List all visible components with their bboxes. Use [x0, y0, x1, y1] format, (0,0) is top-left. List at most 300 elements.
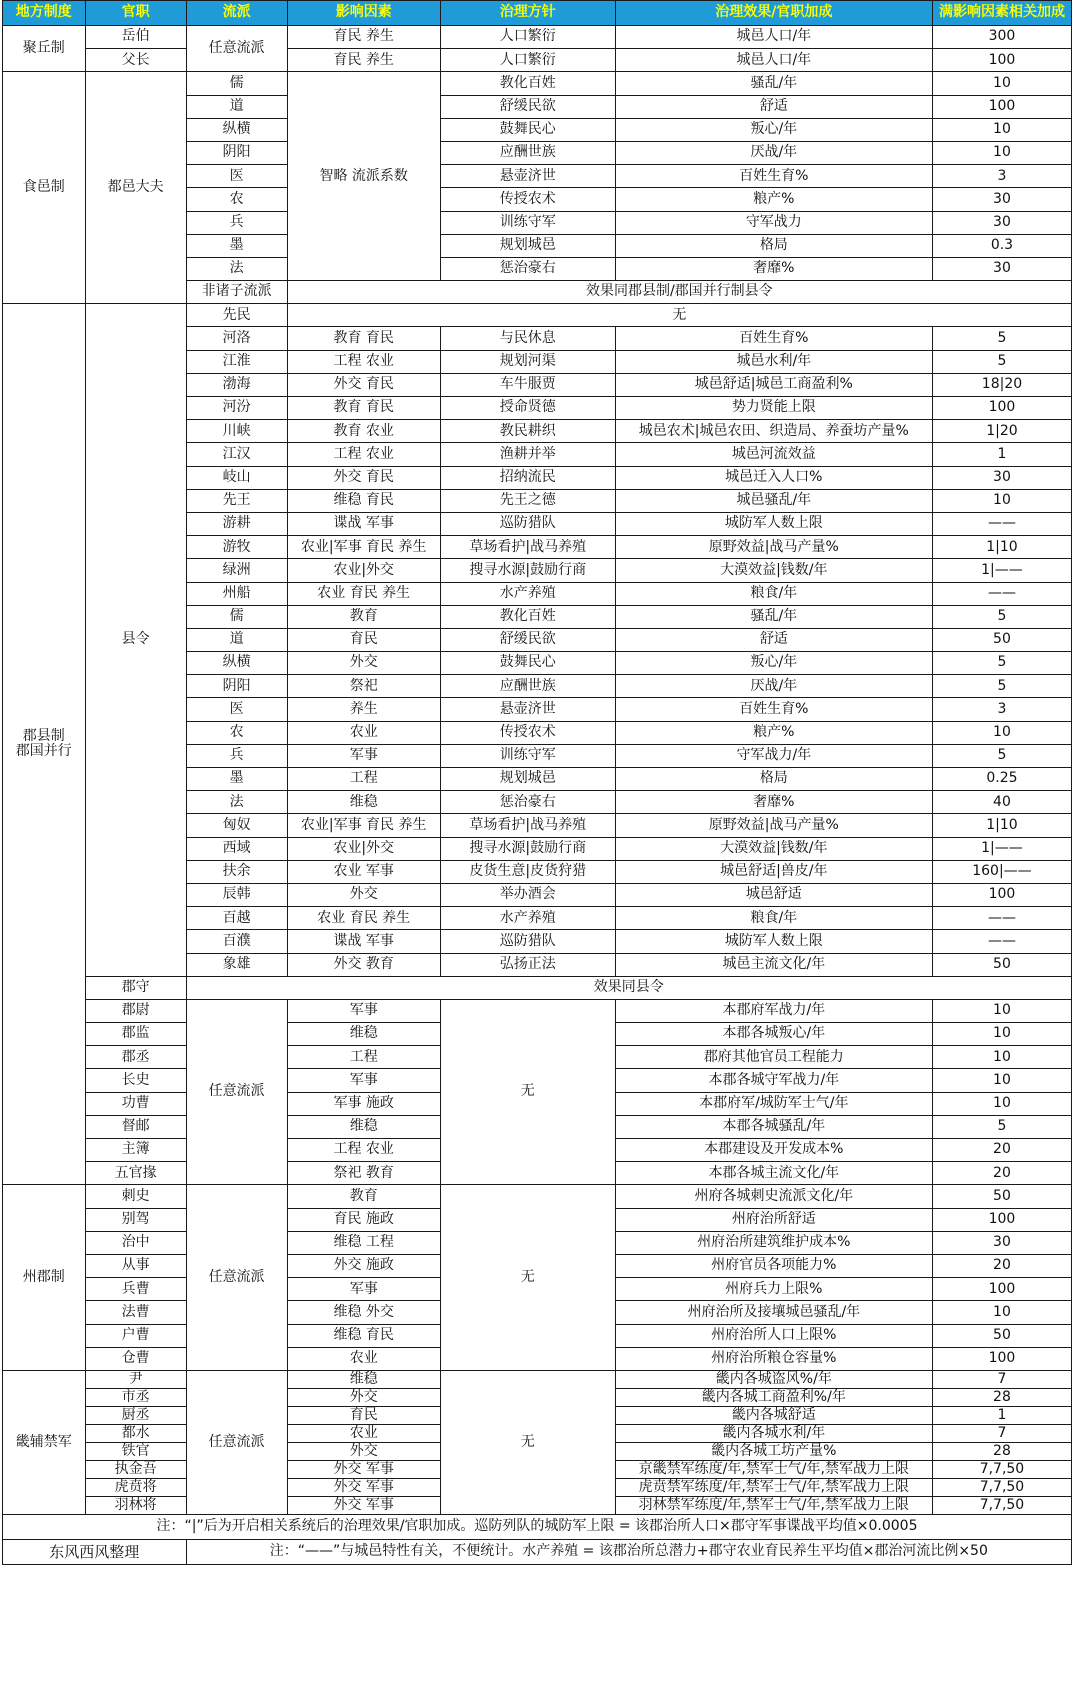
table-cell: 训练守军	[440, 211, 615, 234]
table-cell: 任意流派	[186, 1370, 287, 1514]
table-cell: 外交 育民	[287, 466, 440, 489]
table-cell: 仓曹	[85, 1347, 186, 1370]
table-cell: 道	[186, 628, 287, 651]
table-cell: 医	[186, 165, 287, 188]
table-cell: 州府治所舒适	[615, 1208, 932, 1231]
table-cell: 聚丘制	[3, 26, 86, 72]
table-header	[3, 1, 1072, 26]
table-cell: 本郡建设及开发成本%	[615, 1139, 932, 1162]
table-cell: 18|20	[932, 373, 1071, 396]
table-cell: 5	[932, 605, 1071, 628]
table-cell: 都邑大夫	[85, 72, 186, 304]
table-cell: 舒适	[615, 628, 932, 651]
table-cell: 工程	[287, 768, 440, 791]
table-cell: 羽林将	[85, 1496, 186, 1514]
table-cell: 州船	[186, 582, 287, 605]
table-cell: 军事	[287, 999, 440, 1022]
table-cell: 悬壶济世	[440, 165, 615, 188]
table-cell: 城邑舒适|兽皮/年	[615, 860, 932, 883]
table-cell: 1	[932, 443, 1071, 466]
table-cell: 10	[932, 1092, 1071, 1115]
table-cell: 农业 军事	[287, 860, 440, 883]
table-cell: 军事 施政	[287, 1092, 440, 1115]
table-row	[3, 1514, 1072, 1539]
table-cell: 育民 养生	[287, 26, 440, 49]
table-cell: 县令	[85, 304, 186, 976]
table-cell: 10	[932, 489, 1071, 512]
table-cell: 儒	[186, 605, 287, 628]
table-cell: 10	[932, 721, 1071, 744]
table-cell: 维稳	[287, 1023, 440, 1046]
table-cell: 粮产%	[615, 188, 932, 211]
table-cell: 守军战力/年	[615, 744, 932, 767]
table-row	[3, 49, 1072, 72]
table-cell: 城邑人口/年	[615, 49, 932, 72]
table-cell: 本郡各城叛心/年	[615, 1023, 932, 1046]
table-cell: 规划城邑	[440, 768, 615, 791]
table-cell: 百越	[186, 907, 287, 930]
table-cell: 10	[932, 72, 1071, 95]
table-cell: 车牛服贾	[440, 373, 615, 396]
table-cell: 墨	[186, 768, 287, 791]
table-cell: 百姓生育%	[615, 165, 932, 188]
table-cell: 奢靡%	[615, 791, 932, 814]
table-cell: 50	[932, 1185, 1071, 1208]
table-cell: 农业 育民 养生	[287, 582, 440, 605]
table-cell: 道	[186, 95, 287, 118]
table-cell: 父长	[85, 49, 186, 72]
table-cell: 渤海	[186, 373, 287, 396]
table-cell: 30	[932, 257, 1071, 280]
table-cell: 3	[932, 165, 1071, 188]
table-cell: 骚乱/年	[615, 72, 932, 95]
table-cell: 10	[932, 1301, 1071, 1324]
table-cell: 教育	[287, 605, 440, 628]
table-cell: 原野效益|战马产量%	[615, 814, 932, 837]
table-cell: 本郡各城守军战力/年	[615, 1069, 932, 1092]
table-cell: 传授农术	[440, 188, 615, 211]
table-cell: 农业	[287, 1424, 440, 1442]
table-cell: 10	[932, 1069, 1071, 1092]
header-max-bonus: 满影响因素相关加成	[932, 1, 1071, 26]
table-cell: 郡丞	[85, 1046, 186, 1069]
table-cell: 州府治所粮仓容量%	[615, 1347, 932, 1370]
table-cell: 5	[932, 675, 1071, 698]
table-cell: 人口繁衍	[440, 26, 615, 49]
table-row	[3, 999, 1072, 1022]
table-cell: 维稳	[287, 791, 440, 814]
table-cell: 粮产%	[615, 721, 932, 744]
table-cell: 7,7,50	[932, 1478, 1071, 1496]
table-cell: 鼓舞民心	[440, 118, 615, 141]
table-cell: 5	[932, 652, 1071, 675]
table-cell: 外交 教育	[287, 953, 440, 976]
table-cell: 任意流派	[186, 1185, 287, 1371]
table-cell: 城邑农术|城邑农田、织造局、养蚕坊产量%	[615, 420, 932, 443]
table-cell: 州郡制	[3, 1185, 86, 1371]
table-cell: 30	[932, 466, 1071, 489]
table-cell: 巡防猎队	[440, 930, 615, 953]
table-cell: 本郡各城主流文化/年	[615, 1162, 932, 1185]
table-cell: 厌战/年	[615, 141, 932, 164]
table-cell: 育民 养生	[287, 49, 440, 72]
table-cell: 百姓生育%	[615, 327, 932, 350]
table-cell: 注：“——”与城邑特性有关，不便统计。水产养殖 = 该郡治所总潜力+郡守农业育民养生平均值×郡治河流比例×50	[186, 1539, 1071, 1564]
table-cell: 五官掾	[85, 1162, 186, 1185]
table-cell: 江汉	[186, 443, 287, 466]
table-cell: 河汾	[186, 397, 287, 420]
table-cell: 功曹	[85, 1092, 186, 1115]
table-cell: 注：“|”后为开启相关系统后的治理效果/官职加成。巡防列队的城防军上限 = 该郡治所人口×郡守军事谍战平均值×0.0005	[3, 1514, 1072, 1539]
table-cell: 纵横	[186, 652, 287, 675]
table-cell: ——	[932, 907, 1071, 930]
table-cell: 阴阳	[186, 141, 287, 164]
table-cell: 应酬世族	[440, 675, 615, 698]
table-cell: 百姓生育%	[615, 698, 932, 721]
table-cell: 28	[932, 1388, 1071, 1406]
table-cell: 农业|军事 育民 养生	[287, 536, 440, 559]
table-row	[3, 1185, 1072, 1208]
table-cell: 10	[932, 1046, 1071, 1069]
table-cell: 规划城邑	[440, 234, 615, 257]
table-cell: 叛心/年	[615, 652, 932, 675]
table-cell: 50	[932, 953, 1071, 976]
governance-table	[2, 0, 1072, 1565]
table-cell: 大漠效益|钱数/年	[615, 837, 932, 860]
table-cell: 刺史	[85, 1185, 186, 1208]
table-cell: 教化百姓	[440, 605, 615, 628]
table-cell: 农业|军事 育民 养生	[287, 814, 440, 837]
table-cell: 维稳 工程	[287, 1231, 440, 1254]
table-cell: 川峡	[186, 420, 287, 443]
table-cell: 农业	[287, 721, 440, 744]
table-cell: 叛心/年	[615, 118, 932, 141]
table-cell: 惩治豪右	[440, 791, 615, 814]
table-cell: 本郡各城骚乱/年	[615, 1115, 932, 1138]
table-cell: 城防军人数上限	[615, 930, 932, 953]
table-cell: 舒缓民欲	[440, 628, 615, 651]
table-cell: 育民	[287, 1406, 440, 1424]
table-cell: 外交	[287, 883, 440, 906]
table-cell: 治中	[85, 1231, 186, 1254]
table-cell: 执金吾	[85, 1460, 186, 1478]
table-cell: 市丞	[85, 1388, 186, 1406]
table-cell: 兵曹	[85, 1278, 186, 1301]
table-cell: 30	[932, 211, 1071, 234]
table-cell: 举办酒会	[440, 883, 615, 906]
table-cell: 10	[932, 999, 1071, 1022]
table-cell: 畿辅禁军	[3, 1370, 86, 1514]
table-cell: 巡防猎队	[440, 512, 615, 535]
table-cell: 阴阳	[186, 675, 287, 698]
table-cell: 畿内各城舒适	[615, 1406, 932, 1424]
table-cell: 畿内各城水利/年	[615, 1424, 932, 1442]
table-cell: 7	[932, 1424, 1071, 1442]
table-cell: 先王之德	[440, 489, 615, 512]
table-cell: 28	[932, 1442, 1071, 1460]
table-cell: ——	[932, 512, 1071, 535]
table-cell: 州府官员各项能力%	[615, 1254, 932, 1277]
table-cell: 1|10	[932, 814, 1071, 837]
table-cell: 300	[932, 26, 1071, 49]
table-cell: 维稳 育民	[287, 1324, 440, 1347]
table-cell: 州府治所人口上限%	[615, 1324, 932, 1347]
table-row	[3, 304, 1072, 327]
table-cell: 游牧	[186, 536, 287, 559]
table-cell: 效果同县令	[186, 976, 1071, 999]
table-cell: 弘扬正法	[440, 953, 615, 976]
table-cell: 招纳流民	[440, 466, 615, 489]
table-cell: 格局	[615, 234, 932, 257]
table-cell: 无	[440, 1370, 615, 1514]
table-cell: 无	[440, 1185, 615, 1371]
table-cell: 工程 农业	[287, 350, 440, 373]
table-cell: 州府各城刺史流派文化/年	[615, 1185, 932, 1208]
table-cell: 主簿	[85, 1139, 186, 1162]
table-cell: 粮食/年	[615, 907, 932, 930]
table-cell: 工程 农业	[287, 443, 440, 466]
table-cell: 外交 军事	[287, 1496, 440, 1514]
table-cell: 草场看护|战马养殖	[440, 536, 615, 559]
table-cell: 军事	[287, 1278, 440, 1301]
table-cell: 百濮	[186, 930, 287, 953]
table-cell: 外交 育民	[287, 373, 440, 396]
table-cell: 100	[932, 49, 1071, 72]
table-cell: 农业 育民 养生	[287, 907, 440, 930]
table-cell: 100	[932, 95, 1071, 118]
table-cell: 舒缓民欲	[440, 95, 615, 118]
table-cell: 维稳 外交	[287, 1301, 440, 1324]
table-cell: 100	[932, 883, 1071, 906]
table-cell: 岳伯	[85, 26, 186, 49]
table-cell: 育民	[287, 628, 440, 651]
table-cell: 城邑河流效益	[615, 443, 932, 466]
table-cell: 象雄	[186, 953, 287, 976]
table-cell: 虎贲将	[85, 1478, 186, 1496]
table-cell: 兵	[186, 211, 287, 234]
table-cell: 纵横	[186, 118, 287, 141]
header-influence-factor: 影响因素	[287, 1, 440, 26]
table-cell: 先民	[186, 304, 287, 327]
header-school: 流派	[186, 1, 287, 26]
table-cell: 人口繁衍	[440, 49, 615, 72]
table-cell: 格局	[615, 768, 932, 791]
table-cell: 水产养殖	[440, 582, 615, 605]
table-cell: 军事	[287, 744, 440, 767]
table-cell: 100	[932, 1278, 1071, 1301]
table-cell: 1|——	[932, 559, 1071, 582]
table-cell: 城邑人口/年	[615, 26, 932, 49]
table-cell: 惩治豪右	[440, 257, 615, 280]
table-cell: 工程	[287, 1046, 440, 1069]
table-cell: 1	[932, 1406, 1071, 1424]
table-cell: 50	[932, 628, 1071, 651]
table-cell: 墨	[186, 234, 287, 257]
table-row	[3, 976, 1072, 999]
table-cell: 铁官	[85, 1442, 186, 1460]
table-cell: ——	[932, 930, 1071, 953]
table-cell: 别驾	[85, 1208, 186, 1231]
table-cell: 户曹	[85, 1324, 186, 1347]
table-cell: 水产养殖	[440, 907, 615, 930]
table-cell: 1|20	[932, 420, 1071, 443]
table-cell: 外交	[287, 1442, 440, 1460]
table-cell: ——	[932, 582, 1071, 605]
table-cell: 教育 育民	[287, 397, 440, 420]
table-cell: 原野效益|战马产量%	[615, 536, 932, 559]
table-cell: 外交	[287, 1388, 440, 1406]
header-local-system: 地方制度	[3, 1, 86, 26]
table-cell: 江淮	[186, 350, 287, 373]
table-cell: 匈奴	[186, 814, 287, 837]
table-cell: 舒适	[615, 95, 932, 118]
table-cell: 京畿禁军练度/年,禁军士气/年,禁军战力上限	[615, 1460, 932, 1478]
table-cell: 维稳 育民	[287, 489, 440, 512]
table-cell: 军事	[287, 1069, 440, 1092]
table-cell: 160|——	[932, 860, 1071, 883]
table-cell: 法	[186, 791, 287, 814]
table-cell: 教育 农业	[287, 420, 440, 443]
table-cell: 游耕	[186, 512, 287, 535]
table-cell: 守军战力	[615, 211, 932, 234]
table-cell: 扶余	[186, 860, 287, 883]
table-cell: 长史	[85, 1069, 186, 1092]
table-cell: 祭祀 教育	[287, 1162, 440, 1185]
table-cell: 10	[932, 1023, 1071, 1046]
table-cell: 从事	[85, 1254, 186, 1277]
table-cell: 教育 育民	[287, 327, 440, 350]
table-cell: 应酬世族	[440, 141, 615, 164]
table-cell: 0.25	[932, 768, 1071, 791]
table-cell: 虎贲禁军练度/年,禁军士气/年,禁军战力上限	[615, 1478, 932, 1496]
table-cell: 40	[932, 791, 1071, 814]
table-cell: 规划河渠	[440, 350, 615, 373]
table-cell: 养生	[287, 698, 440, 721]
table-cell: 工程 农业	[287, 1139, 440, 1162]
table-cell: 尹	[85, 1370, 186, 1388]
table-row	[3, 1539, 1072, 1564]
table-cell: 100	[932, 1208, 1071, 1231]
table-cell: 农业|外交	[287, 837, 440, 860]
table-cell: 河洛	[186, 327, 287, 350]
table-cell: 势力贤能上限	[615, 397, 932, 420]
table-cell: 100	[932, 1347, 1071, 1370]
table-cell: 教民耕织	[440, 420, 615, 443]
table-cell: 5	[932, 327, 1071, 350]
table-cell: 厌战/年	[615, 675, 932, 698]
table-cell: 5	[932, 350, 1071, 373]
table-cell: 7	[932, 1370, 1071, 1388]
header-row	[3, 1, 1072, 26]
table-cell: 州府兵力上限%	[615, 1278, 932, 1301]
table-cell: 儒	[186, 72, 287, 95]
table-cell: 搜寻水源|鼓励行商	[440, 837, 615, 860]
table-cell: 外交	[287, 652, 440, 675]
table-cell: 7,7,50	[932, 1496, 1071, 1514]
table-cell: 10	[932, 141, 1071, 164]
table-cell: 外交 军事	[287, 1478, 440, 1496]
table-cell: 督邮	[85, 1115, 186, 1138]
table-cell: 城邑骚乱/年	[615, 489, 932, 512]
table-cell: 医	[186, 698, 287, 721]
table-cell: 农业	[287, 1347, 440, 1370]
table-cell: 粮食/年	[615, 582, 932, 605]
table-row	[3, 26, 1072, 49]
table-body	[3, 26, 1072, 1565]
table-cell: 无	[287, 304, 1071, 327]
table-cell: 1|——	[932, 837, 1071, 860]
table-cell: 谍战 军事	[287, 512, 440, 535]
table-cell: 50	[932, 1324, 1071, 1347]
table-cell: 非诸子流派	[186, 281, 287, 304]
table-cell: 效果同郡县制/郡国并行制县令	[287, 281, 1071, 304]
header-official-post: 官职	[85, 1, 186, 26]
table-cell: 畿内各城工商盈利%/年	[615, 1388, 932, 1406]
table-cell: 与民休息	[440, 327, 615, 350]
table-cell: 悬壶济世	[440, 698, 615, 721]
table-cell: 祭祀	[287, 675, 440, 698]
table-cell: 鼓舞民心	[440, 652, 615, 675]
table-cell: 7,7,50	[932, 1460, 1071, 1478]
table-cell: 城邑迁入人口%	[615, 466, 932, 489]
table-cell: 城邑主流文化/年	[615, 953, 932, 976]
table-cell: 东风西风整理	[3, 1539, 187, 1564]
header-effect: 治理效果/官职加成	[615, 1, 932, 26]
table-cell: 食邑制	[3, 72, 86, 304]
table-cell: 任意流派	[186, 26, 287, 72]
table-cell: 20	[932, 1254, 1071, 1277]
table-cell: 传授农术	[440, 721, 615, 744]
table-cell: 谍战 军事	[287, 930, 440, 953]
table-cell: 州府治所建筑维护成本%	[615, 1231, 932, 1254]
table-cell: 郡监	[85, 1023, 186, 1046]
table-cell: 无	[440, 999, 615, 1185]
table-cell: 羽林禁军练度/年,禁军士气/年,禁军战力上限	[615, 1496, 932, 1514]
table-cell: 郡尉	[85, 999, 186, 1022]
table-cell: 搜寻水源|鼓励行商	[440, 559, 615, 582]
table-cell: 都水	[85, 1424, 186, 1442]
table-cell: 教育	[287, 1185, 440, 1208]
table-cell: 维稳	[287, 1115, 440, 1138]
table-cell: 兵	[186, 744, 287, 767]
table-cell: 西域	[186, 837, 287, 860]
table-cell: 训练守军	[440, 744, 615, 767]
table-cell: 30	[932, 188, 1071, 211]
table-cell: 骚乱/年	[615, 605, 932, 628]
table-cell: 本郡府军/城防军士气/年	[615, 1092, 932, 1115]
table-cell: 厨丞	[85, 1406, 186, 1424]
table-row	[3, 1370, 1072, 1388]
table-cell: 农	[186, 721, 287, 744]
table-cell: 3	[932, 698, 1071, 721]
table-cell: 先王	[186, 489, 287, 512]
table-cell: 州府治所及接壤城邑骚乱/年	[615, 1301, 932, 1324]
table-cell: 育民 施政	[287, 1208, 440, 1231]
table-cell: 20	[932, 1139, 1071, 1162]
table-cell: 20	[932, 1162, 1071, 1185]
table-cell: 维稳	[287, 1370, 440, 1388]
table-cell: 100	[932, 397, 1071, 420]
table-cell: 郡县制 郡国并行	[3, 304, 86, 1185]
table-cell: 10	[932, 118, 1071, 141]
table-cell: 大漠效益|钱数/年	[615, 559, 932, 582]
table-cell: 辰韩	[186, 883, 287, 906]
table-cell: 农	[186, 188, 287, 211]
table-cell: 0.3	[932, 234, 1071, 257]
table-cell: 畿内各城盗风%/年	[615, 1370, 932, 1388]
table-cell: 渔耕并举	[440, 443, 615, 466]
table-cell: 授命贤德	[440, 397, 615, 420]
